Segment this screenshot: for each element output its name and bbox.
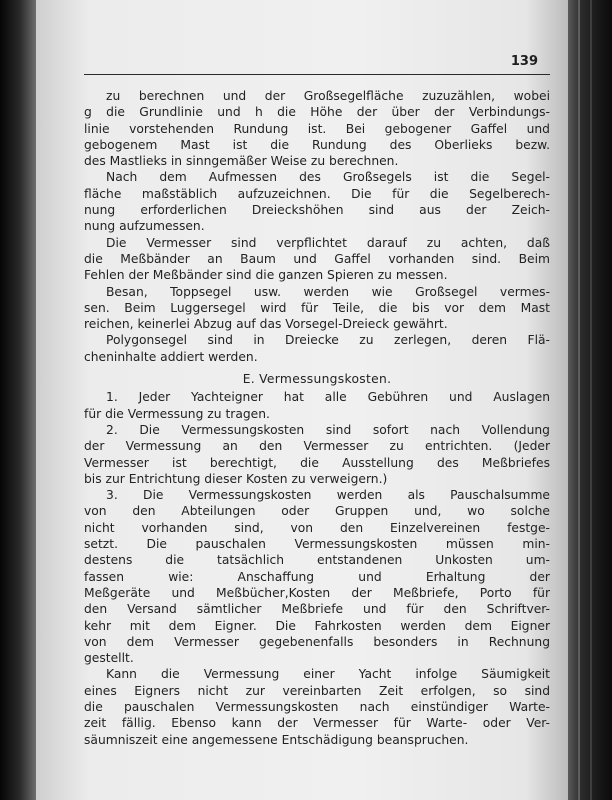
text-line: 2. Die Vermessungskosten sind sofort nach Vollendung — [106, 422, 550, 437]
text-line: fassen wie: Anschaffung und Erhaltung der — [84, 569, 550, 584]
paragraph — [84, 487, 550, 666]
text-line: 3. Die Vermessungskosten werden als Pauschalsumme — [106, 488, 550, 503]
paragraph — [84, 422, 550, 487]
left-page-edge — [0, 0, 36, 800]
text-line: Fehlen der Meßbänder sind die ganzen Spieren zu messen. — [84, 268, 448, 283]
paragraph — [84, 389, 550, 422]
text-line: Polygonsegel sind in Dreiecke zu zerlegen, deren Flä- — [106, 333, 550, 348]
text-line: Besan, Toppsegel usw. werden wie Großsegel vermes- — [106, 284, 550, 299]
text-line: des Mastlieks in sinngemäßer Weise zu berechnen. — [84, 154, 399, 169]
text-line: von den Abteilungen oder Gruppen und, wo solche — [84, 504, 550, 519]
paragraphs — [84, 88, 550, 365]
text-line: nung erforderlichen Dreieckshöhen sind aus der Zeich- — [84, 203, 550, 218]
text-line: der Vermessung an den Vermesser zu entrichten. (Jeder — [84, 439, 550, 454]
text-line: destens die tatsächlich entstandenen Unkosten um- — [84, 553, 550, 568]
text-line: setzt. Die pauschalen Vermessungskosten müssen min- — [84, 537, 550, 552]
text-line: Kann die Vermessung einer Yacht infolge Säumigkeit — [106, 667, 550, 682]
text-line: säumniszeit eine angemessene Entschädigung beanspruchen. — [84, 732, 469, 747]
text-line: kehr mit dem Eigner. Die Fahrkosten werden dem Eigner — [84, 618, 550, 633]
section-paragraphs — [84, 389, 550, 748]
text-line: zeit fällig. Ebenso kann der Vermesser für Warte- oder Ver- — [84, 716, 550, 731]
text-line: sen. Beim Luggersegel wird für Teile, die bis vor dem Mast — [84, 300, 550, 315]
right-page-stack — [568, 0, 612, 800]
section-heading: E. Vermessungskosten. — [242, 372, 392, 387]
text-line: nicht vorhanden sind, von den Einzelvereinen festge- — [84, 520, 550, 535]
text-line: von dem Vermesser gegebenenfalls besonders in Rechnung — [84, 634, 550, 649]
text-line: g die Grundlinie und h die Höhe der über der Verbindungs- — [84, 105, 550, 120]
text-line: Meßgeräte und Meßbücher,Kosten der Meßbriefe, Porto für — [84, 585, 550, 600]
paragraph — [84, 666, 550, 747]
text-line: für die Vermessung zu tragen. — [84, 406, 270, 421]
paragraph — [84, 235, 550, 284]
page-number: 139 — [510, 54, 538, 69]
text-line: den Versand sämtlicher Meßbriefe und für den Schriftver- — [84, 602, 550, 617]
text-line: Nach dem Aufmessen des Großsegels ist die Segel- — [106, 170, 550, 185]
text-line: Die Vermesser sind verpflichtet darauf zu achten, daß — [106, 235, 550, 250]
text-line: zu berechnen und der Großsegelfläche zuzuzählen, wobei — [106, 89, 550, 103]
paragraph — [84, 88, 550, 169]
paragraph — [84, 169, 550, 234]
text-line: linie vorstehenden Rundung ist. Bei gebogener Gaffel und — [84, 121, 550, 136]
text-line: Vermesser ist berechtigt, die Ausstellung des Meßbriefes — [84, 455, 550, 470]
text-line: reichen, keinerlei Abzug auf das Vorsegel-Dreieck gewährt. — [84, 317, 448, 332]
text-line: gebogenem Mast ist die Rundung des Oberlieks bezw. — [84, 137, 550, 152]
text-line: nung aufzumessen. — [84, 219, 205, 234]
text-line: bis zur Entrichtung dieser Kosten zu verweigern.) — [84, 471, 388, 486]
text-line: fläche maßstäblich aufzuzeichnen. Die für die Segelberech- — [84, 186, 550, 201]
text-line: die pauschalen Vermessungskosten nach einstündiger Warte- — [84, 699, 550, 714]
paragraph — [84, 332, 550, 365]
running-header — [84, 52, 550, 75]
text-line: gestellt. — [84, 651, 134, 666]
page-body — [84, 88, 550, 748]
text-line: cheninhalte addiert werden. — [84, 349, 258, 364]
text-line: 1. Jeder Yachteigner hat alle Gebühren und Auslagen — [106, 390, 550, 405]
paragraph — [84, 284, 550, 333]
text-line: die Meßbänder an Baum und Gaffel vorhanden sind. Beim — [84, 251, 550, 266]
book-page — [36, 0, 568, 800]
text-line: eines Eigners nicht zur vereinbarten Zeit erfolgen, so sind — [84, 683, 550, 698]
